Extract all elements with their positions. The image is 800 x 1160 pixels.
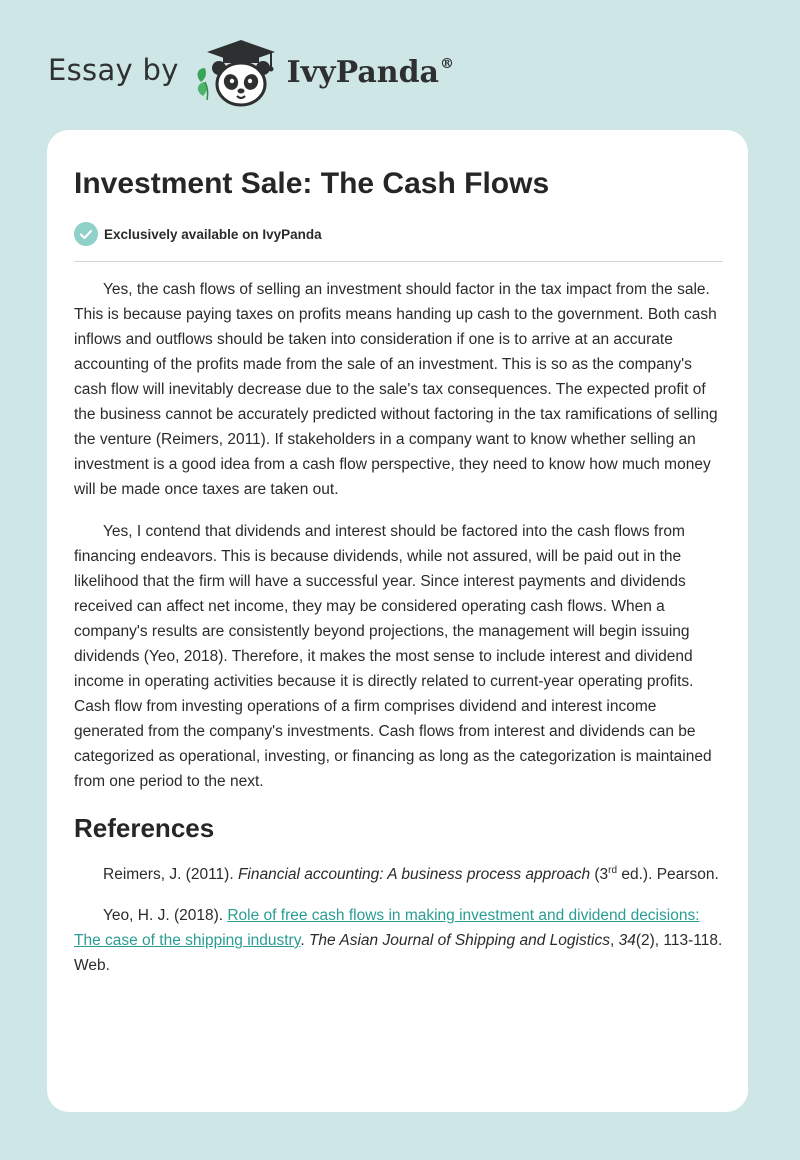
reference-volume: 34 bbox=[618, 932, 636, 949]
essay-by-label: Essay by bbox=[48, 53, 179, 87]
paragraph-2: Yes, I contend that dividends and interest should be factored into the cash flows from financing endeavors. This is because dividends, while not assured, will be paid out in the likelihood that the firm will have a successful year. Since interest payments and dividends received can affect net income, they may be considered operating cash flows. When a company's results are consistently beyond projections, the management will begin issuing dividends (Yeo, 2018). Therefore, it makes the most sense to include interest and dividend income in operating activities because it is directly related to current-year operating profits. Cash flow from investing operations of a firm comprises dividend and interest income generated from the company's investments. Cash flows from interest and dividends can be categorized as operational, investing, or financing as long as the categorization is maintained from one period to the next. bbox=[74, 523, 712, 790]
reference-book-title: Financial accounting: A business process approach bbox=[237, 866, 591, 883]
essay-title: Investment Sale: The Cash Flows bbox=[74, 167, 550, 200]
essay-card bbox=[47, 130, 748, 1112]
exclusive-label: Exclusively available on IvyPanda bbox=[104, 226, 322, 242]
check-circle-icon bbox=[74, 222, 98, 246]
reference-item: Yeo, H. J. (2018). Role of free cash flows in making investment and dividend decisions: The case of the shipping industry. The Asian Journal of Shipping and Logistics, 34(2), 113-118. Web. bbox=[74, 907, 723, 974]
brand-name[interactable]: IvyPanda® bbox=[286, 54, 454, 90]
title-divider bbox=[74, 261, 723, 262]
panda-graduate-icon[interactable] bbox=[193, 38, 283, 108]
essay-body bbox=[74, 277, 723, 994]
paragraph-1: Yes, the cash flows of selling an investment should factor in the tax impact from the sale. This is because paying taxes on profits means handing up cash to the government. Both cash inflows and outflows should be taken into consideration if one is to arrive at an accurate accounting of the profits made from the sale of an investment. This is so as the company's cash flow will inevitably decrease due to the sale's tax consequences. The expected profit of the business cannot be accurately predicted without factoring in the tax ramifications of selling the venture (Reimers, 2011). If stakeholders in a company want to know whether selling an investment is a good idea from a cash flow perspective, they need to know how much money will be made once taxes are taken out. bbox=[74, 281, 718, 498]
reference-link[interactable]: Role of free cash flows in making investment and dividend decisions: The case of the shipping industry bbox=[74, 907, 700, 949]
reference-item: Reimers, J. (2011). Financial accounting: A business process approach (3rd ed.). Pearson. bbox=[103, 865, 719, 883]
reference-journal: The Asian Journal of Shipping and Logistics bbox=[308, 932, 610, 949]
site-header bbox=[48, 38, 454, 108]
registered-mark: ® bbox=[440, 55, 454, 72]
exclusive-badge bbox=[74, 222, 322, 246]
references-heading: References bbox=[74, 813, 215, 843]
